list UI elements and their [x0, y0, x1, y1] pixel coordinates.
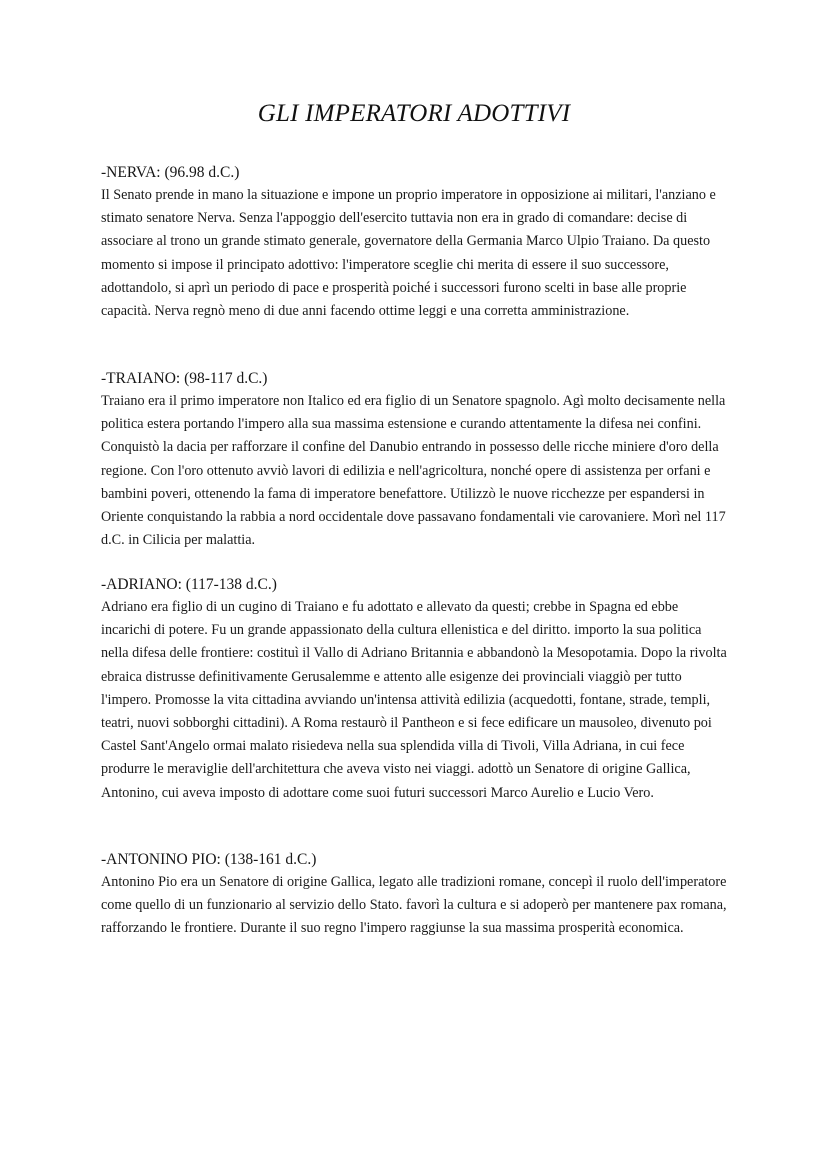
- section-heading: -ANTONINO PIO: (138-161 d.C.): [101, 851, 317, 868]
- section-traiano: [101, 368, 731, 552]
- section-adriano: [101, 574, 731, 805]
- section-heading: -ADRIANO: (117-138 d.C.): [101, 576, 277, 593]
- section-antonino-pio: [101, 849, 731, 941]
- section-body: Il Senato prende in mano la situazione e impone un proprio imperatore in opposizione ai militari, l'anziano e stimato senatore Nerva. Senza l'appoggio dell'esercito tuttavia non era in grado di comandare: decise di associare al trono un grande stimato generale, governatore della Germania Marco Ulpio Traiano. Da questo momento si impose il principato adottivo: l'imperatore sceglie chi merita di essere il suo successore, adottandolo, si aprì un periodo di pace e prosperità poiché i successori furono scelti in base alle proprie capacità. Nerva regnò meno di due anni facendo ottime leggi e una corretta amministrazione.: [101, 187, 716, 320]
- section-body: Adriano era figlio di un cugino di Traiano e fu adottato e allevato da questi; crebbe in Spagna ed ebbe incarichi di potere. Fu un grande appassionato della cultura ellenistica e del diritto. importo la sua politica nella difesa delle frontiere: costituì il Vallo di Adriano Britannia e abbandonò la Mesopotamia. Dopo la rivolta ebraica distrusse definitivamente Gerusalemme e attento alle esigenze dei provinciali viaggiò per tutto l'impero. Promosse la vita cittadina avviando un'intensa attività edilizia (acquedotti, fontane, strade, templi, teatri, nuovi sobborghi cittadini). A Roma restaurò il Pantheon e si fece edificare un mausoleo, divenuto poi Castel Sant'Angelo ormai malato risiedeva nella sua splendida villa di Tivoli, Villa Adriana, in cui fece produrre le meraviglie dell'architettura che aveva visto nei viaggi. adottò un Senatore di origine Gallica, Antonino, cui aveva imposto di adottare come suoi futuri successori Marco Aurelio e Lucio Vero.: [101, 599, 727, 801]
- section-body: Antonino Pio era un Senatore di origine Gallica, legato alle tradizioni romane, concepì il ruolo dell'imperatore come quello di un funzionario al servizio dello Stato. favorì la cultura e si adoperò per mantenere pax romana, rafforzando le frontiere. Durante il suo regno l'impero raggiunse la sua massima prosperità economica.: [101, 874, 727, 937]
- section-body: Traiano era il primo imperatore non Italico ed era figlio di un Senatore spagnolo. Agì molto decisamente nella politica estera portando l'impero alla sua massima estensione e curando attentamente la difesa nei confini. Conquistò la dacia per rafforzare il confine del Danubio entrando in possesso delle ricche miniere d'oro della regione. Con l'oro ottenuto avviò lavori di edilizia e nell'agricoltura, nonché opere di assistenza per orfani e bambini poveri, ottenendo la fama di imperatore benefattore. Utilizzò le nuove ricchezze per espandersi in Oriente conquistando la rabbia a nord occidentale dove passavano fondamentali vie carovaniere. Morì nel 117 d.C. in Cilicia per malattia.: [101, 393, 726, 549]
- section-heading: -NERVA: (96.98 d.C.): [101, 164, 240, 181]
- section-heading: -TRAIANO: (98-117 d.C.): [101, 370, 268, 387]
- page-title: GLI IMPERATORI ADOTTIVI: [257, 100, 571, 127]
- section-nerva: [101, 162, 731, 323]
